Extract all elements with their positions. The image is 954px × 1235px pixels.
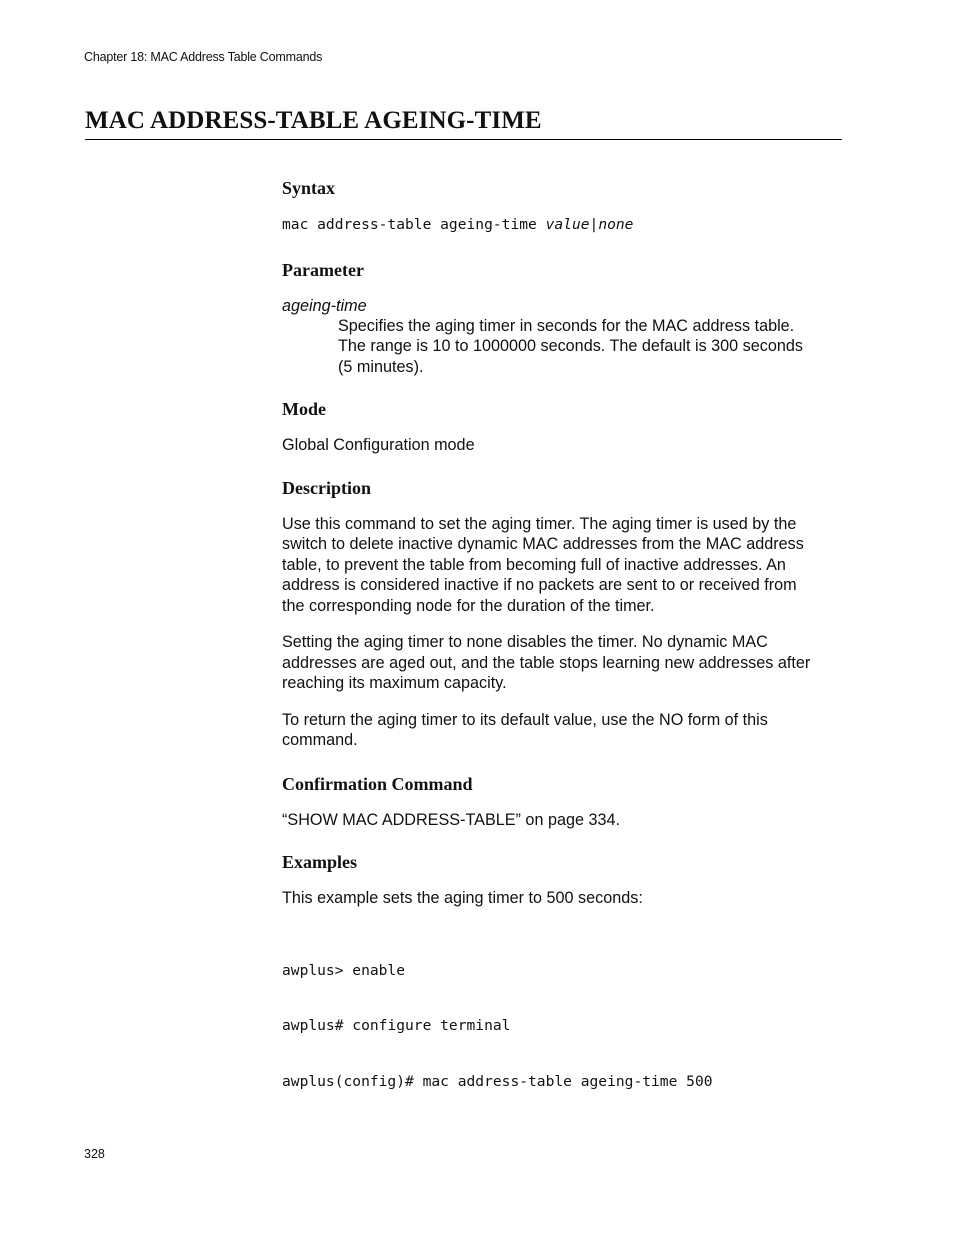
syntax-command: mac address-table ageing-time [282,216,546,233]
content-body [282,176,842,1128]
text-line: The range is 10 to 1000000 seconds. The default is 300 seconds [338,337,803,355]
text-line: Specifies the aging timer in seconds for the MAC address table. [338,316,795,335]
syntax-separator: | [589,216,599,233]
example-code-block [282,925,842,1129]
syntax-arg-none: none [598,216,634,233]
page-title: MAC ADDRESS-TABLE AGEING-TIME [85,107,842,140]
description-paragraph-2 [282,632,842,694]
text-line: the corresponding node for the duration of the timer. [282,596,655,615]
description-paragraph-3 [282,710,842,751]
examples-heading: Examples [282,852,358,872]
parameter-description [338,316,842,378]
text-line: Setting the aging timer to none disables the timer. No dynamic MAC [282,633,768,651]
text-line: address is considered inactive if no packets are sent to or received from [282,576,797,594]
code-line: awplus# configure terminal [282,1017,511,1034]
code-line: awplus> enable [282,961,406,979]
text-line: (5 minutes). [338,357,424,376]
syntax-arg-value: value [545,216,590,233]
page-number: 328 [84,1147,105,1161]
chapter-header: Chapter 18: MAC Address Table Commands [84,50,323,64]
confirmation-heading: Confirmation Command [282,773,473,794]
text-line: Use this command to set the aging timer. The aging timer is used by the [282,514,797,533]
text-line: addresses are aged out, and the table stops learning new addresses after [282,653,811,672]
text-line: reaching its maximum capacity. [282,674,507,692]
parameter-term: ageing-time [282,296,367,315]
text-line: command. [282,731,358,749]
description-paragraph-1 [282,514,842,617]
code-line: awplus(config)# mac address-table ageing-time 500 [282,1072,713,1090]
mode-heading: Mode [282,399,326,419]
examples-intro: This example sets the aging timer to 500 seconds: [282,889,643,907]
text-line: switch to delete inactive dynamic MAC addresses from the MAC address [282,535,804,553]
text-line: table, to prevent the table from becoming full of inactive addresses. An [282,555,786,574]
mode-text: Global Configuration mode [282,436,475,454]
syntax-line [282,216,842,235]
syntax-heading: Syntax [282,178,336,198]
text-line: To return the aging timer to its default value, use the NO form of this [282,710,768,729]
confirmation-link[interactable]: “SHOW MAC ADDRESS-TABLE” on page 334. [282,810,620,829]
parameter-heading: Parameter [282,259,364,280]
description-heading: Description [282,477,371,498]
